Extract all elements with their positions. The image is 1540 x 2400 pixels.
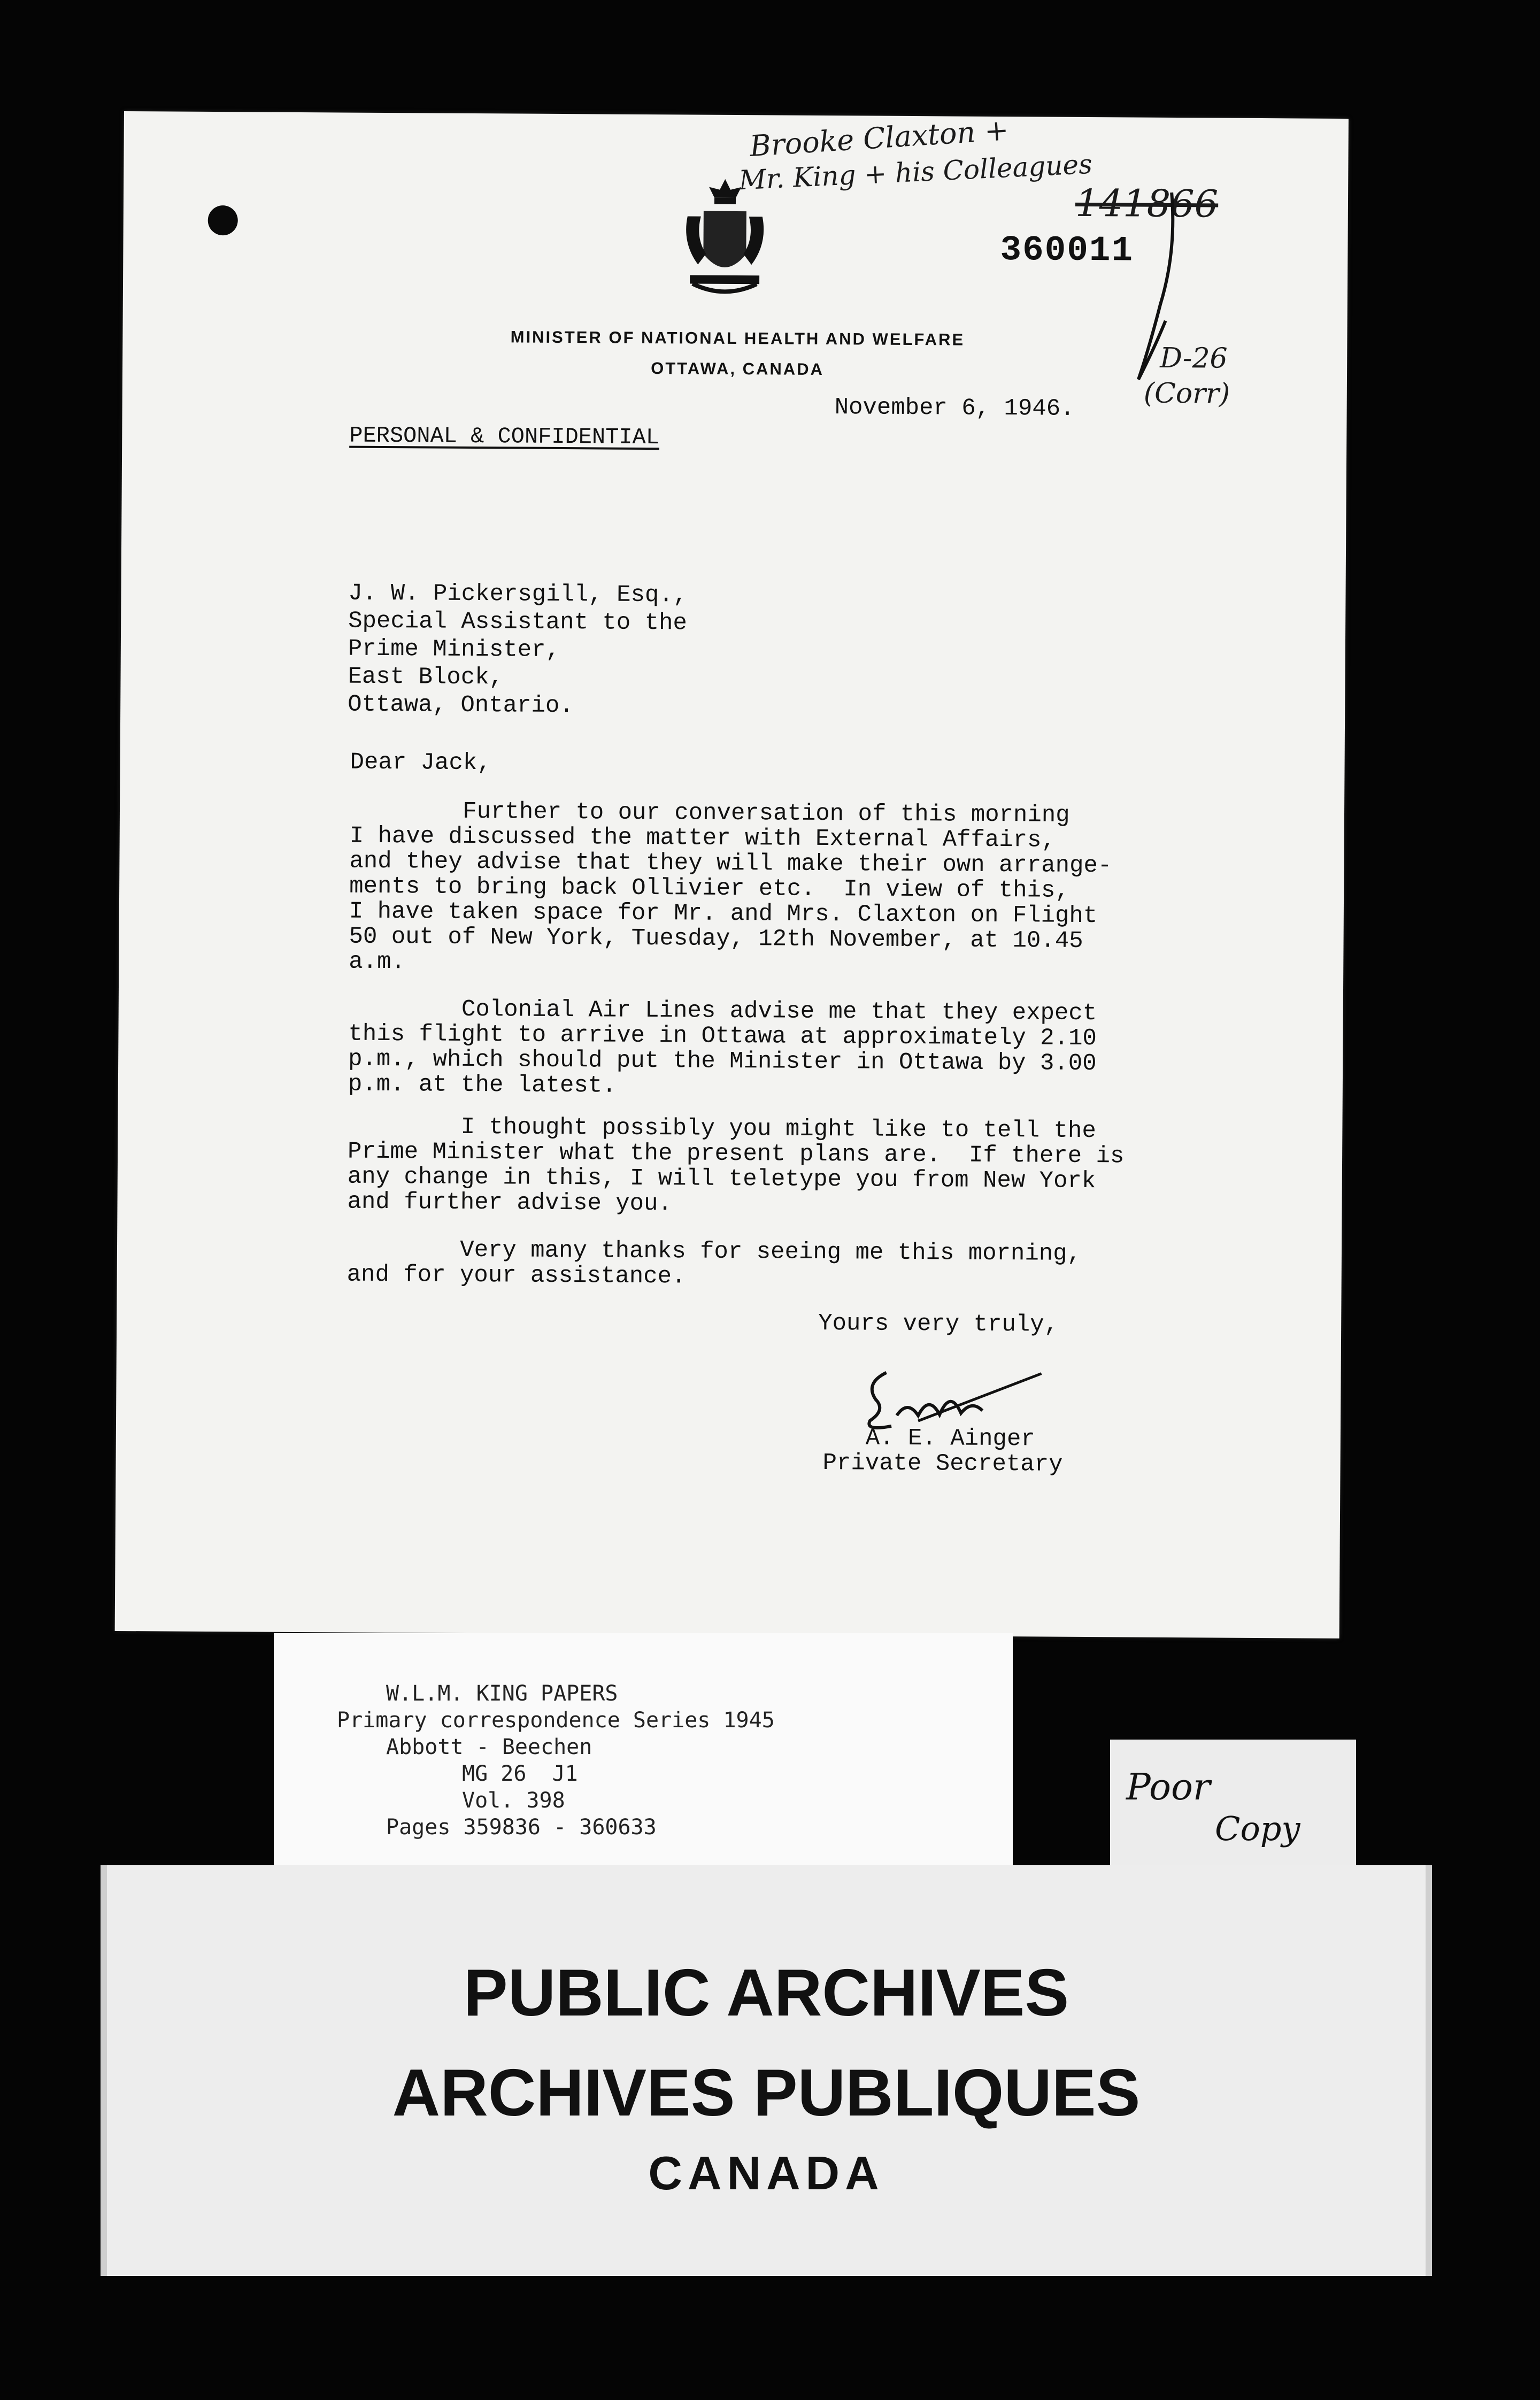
text-line: a.m.: [349, 948, 406, 976]
archives-country: CANADA: [648, 2147, 884, 2199]
text-line: Prime Minister what the present plans are. If there is: [347, 1138, 1125, 1170]
confidential-heading: PERSONAL & CONFIDENTIAL: [349, 422, 660, 451]
text-line: I have discussed the matter with External Affairs,: [349, 822, 1056, 854]
address-line: Ottawa, Ontario.: [348, 691, 574, 720]
archives-banner: [101, 1865, 1432, 2276]
label-line: Abbott - Beechen: [386, 1735, 592, 1759]
text-line: p.m. at the latest.: [348, 1071, 617, 1099]
label-line: Primary correspondence Series 1945: [337, 1708, 775, 1733]
text-line: Very many thanks for seeing me this morning,: [346, 1236, 1082, 1267]
address-line: J. W. Pickersgill, Esq.,: [348, 580, 688, 609]
letter-page: [115, 111, 1349, 1639]
label-line: Vol. 398: [462, 1788, 565, 1813]
text-line: I thought possibly you might like to tell the: [348, 1113, 1096, 1145]
archives-title-en: PUBLIC ARCHIVES: [463, 1956, 1069, 2030]
poor-copy-note: [1110, 1740, 1356, 1866]
page-number-stamp: 360011: [1000, 230, 1134, 271]
archives-title-fr: ARCHIVES PUBLIQUES: [392, 2056, 1141, 2130]
text-line: any change in this, I will teletype you from New York: [347, 1163, 1096, 1195]
text-line: Colonial Air Lines advise me that they expect: [348, 995, 1097, 1027]
text-line: p.m., which should put the Minister in Ottawa by 3.00: [348, 1045, 1097, 1078]
paragraph-2: [348, 997, 1215, 1103]
text-line: and for your assistance.: [346, 1261, 686, 1290]
recipient-address: [348, 580, 687, 721]
paragraph-1: [349, 799, 1216, 980]
struck-number: 141866: [1075, 181, 1219, 226]
salutation: Dear Jack,: [350, 749, 491, 777]
text-line: ments to bring back Ollivier etc. In view of this,: [349, 873, 1069, 904]
letterhead-title: MINISTER OF NATIONAL HEALTH AND WELFARE: [510, 327, 965, 349]
handwritten-note-line1: Brooke Claxton +: [749, 113, 1010, 164]
signer-name: A. E. Ainger: [865, 1425, 1035, 1453]
paragraph-4: [347, 1237, 1214, 1293]
punch-hole: [208, 205, 238, 235]
handwritten-note-line2: Mr. King + his Colleagues: [738, 148, 1093, 196]
label-line: W.L.M. KING PAPERS: [386, 1681, 618, 1706]
file-code-note: (Corr): [1143, 377, 1230, 410]
poor-copy-line2: Copy: [1215, 1809, 1300, 1848]
address-line: East Block,: [348, 663, 504, 691]
text-line: and further advise you.: [347, 1188, 673, 1218]
text-line: this flight to arrive in Ottawa at approximately 2.10: [348, 1020, 1097, 1052]
address-line: Prime Minister,: [348, 635, 560, 664]
archive-label: [274, 1633, 1013, 1866]
text-line: Further to our conversation of this morning: [349, 797, 1070, 829]
text-line: and they advise that they will make their own arrange-: [349, 848, 1112, 880]
paragraph-3: [347, 1114, 1214, 1220]
letterhead-location: OTTAWA, CANADA: [651, 359, 825, 379]
poor-copy-line1: Poor: [1126, 1766, 1211, 1809]
label-line: MG 26 J1: [462, 1761, 578, 1786]
address-line: Special Assistant to the: [348, 607, 688, 637]
label-line: Pages 359836 - 360633: [386, 1815, 657, 1840]
file-code: D-26: [1160, 342, 1228, 375]
text-line: I have taken space for Mr. and Mrs. Claxton on Flight: [349, 898, 1098, 930]
signer-title: Private Secretary: [822, 1450, 1063, 1478]
letter-date: November 6, 1946.: [834, 394, 1075, 422]
text-line: 50 out of New York, Tuesday, 12th November, at 10.45: [349, 923, 1083, 955]
signer-block: [822, 1426, 1062, 1478]
closing: Yours very truly,: [818, 1310, 1059, 1339]
